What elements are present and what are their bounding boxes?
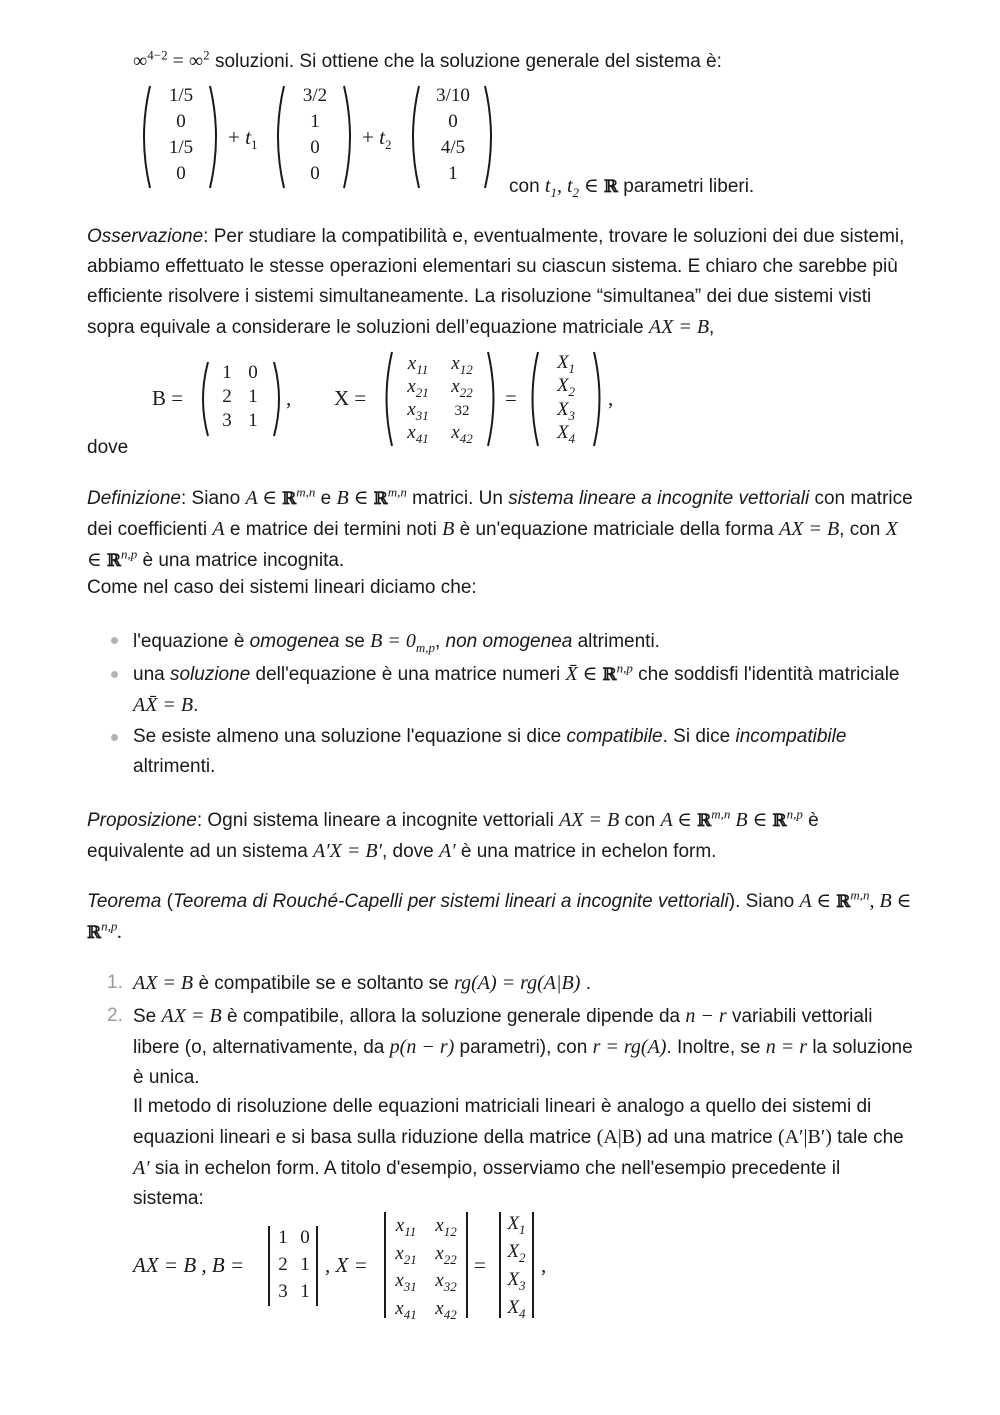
comma: , <box>541 1253 547 1277</box>
matrix-cell: 3 <box>222 410 232 431</box>
matrix-cell: $X_4$ <box>507 1297 526 1321</box>
matrix-cell: $x_{41}$ <box>395 1298 417 1322</box>
teorema-label: Teorema <box>87 891 162 912</box>
ax-b-lead: AX = B , B = <box>133 1253 245 1277</box>
solutions-count-text: soluzioni. Si ottiene che la soluzione generale del sistema è: <box>214 51 722 72</box>
matrix-cell: 1 <box>310 111 320 132</box>
bullet-marker <box>111 671 118 678</box>
b-equals-label: B = <box>152 386 184 410</box>
matrix-cell: 1 <box>248 410 258 431</box>
method-paragraph: Il metodo di risoluzione delle equazioni matriciali lineari è analogo a quello dei sistemi di equazioni lineari e si basa sulla riduzione della matrice (A|B) ad una matrice (A′|B′) tale che A′ sia in echelon form. A titolo d'esempio, osserviamo che nell'esempio precedente il sistema: <box>133 1096 904 1209</box>
proposizione-label: Proposizione <box>87 810 197 831</box>
dove-text: dove <box>87 437 129 458</box>
infinity-power-expression: ∞$^{4-2}$ = ∞$^2$ <box>133 47 210 72</box>
matrix-cell: 1 <box>448 163 458 184</box>
matrix-cell: 32 <box>454 403 470 419</box>
matrix-cell: 1 <box>248 386 258 407</box>
matrix-b <box>196 360 286 438</box>
matrix-cell: 1 <box>300 1254 310 1275</box>
matrix-bar <box>268 1226 270 1306</box>
matrix-cell: 1/5 <box>168 137 194 158</box>
matrix-cell: 1/5 <box>168 85 194 106</box>
x-equals-lead: , X = <box>325 1253 368 1277</box>
matrix-bar <box>316 1226 318 1306</box>
matrix-cell: $x_{11}$ <box>395 1215 417 1239</box>
bullet-marker <box>111 734 118 741</box>
matrix-cell: 0 <box>310 137 320 158</box>
teorema-paragraph: Teorema (Teorema di Rouché-Capelli per sistemi lineari a incognite vettoriali). Siano A ∈ ℝ$^{m,n}$, B ∈ ℝ$^{n,p}$. <box>87 887 912 943</box>
theorem-item-2: Se AX = B è compatibile, allora la soluzione generale dipende da n − r variabili vettoriali libere (o, alternativamente, da p(n − r) parametri), con r = rg(A). Inoltre, se n = r la soluzione è unica. <box>133 1005 913 1088</box>
osservazione-paragraph: Osservazione: Per studiare la compatibilità e, eventualmente, trovare le soluzioni dei due sistemi, abbiamo effettuato le stesse operazioni elementari su ciascun sistema. E chiaro che sarebbe più efficiente risolvere i sistemi simultaneamente. La risoluzione “simultanea” dei due sistemi visti sopra equivale a considerare le soluzioni dell’equazione matriciale AX = B, <box>87 226 905 338</box>
list-number: 1. <box>107 972 123 993</box>
matrix-cell: $x_{31}$ <box>407 399 429 423</box>
matrix-bar <box>532 1212 534 1318</box>
matrix-cell: $x_{21}$ <box>395 1243 417 1267</box>
equals-sign: = <box>474 1253 486 1277</box>
matrix-cell: $X_2$ <box>507 1241 526 1265</box>
x-equals-label: X = <box>334 386 367 410</box>
definizione-label: Definizione <box>87 488 181 509</box>
matrix-cell: 0 <box>310 163 320 184</box>
direction-vector-1 <box>270 84 360 190</box>
osservazione-label: Osservazione <box>87 226 204 247</box>
equals-sign: = <box>505 386 517 410</box>
matrix-cell: $X_3$ <box>556 399 576 423</box>
matrix-cell: 3/2 <box>302 85 328 106</box>
matrix-cell: $x_{42}$ <box>435 1298 457 1322</box>
free-parameters-note: con $t_1$, $t_2$ ∈ ℝ parametri liberi. <box>509 175 755 200</box>
bullet-item-soluzione: una soluzione dell'equazione è una matrice numeri X̄ ∈ ℝ$^{n,p}$ che soddisfi l'identità matriciale AX̄ = B. <box>133 660 900 716</box>
theorem-item-1: AX = B è compatibile se e soltanto se rg(A) = rg(A|B) . <box>133 972 591 994</box>
matrix-cell: $x_{32}$ <box>435 1270 457 1294</box>
matrix-cell: 0 <box>448 111 458 132</box>
matrix-cell: 3/10 <box>436 85 470 106</box>
matrix-cell: $x_{42}$ <box>451 422 473 446</box>
matrix-cell: 3 <box>278 1281 288 1302</box>
matrix-cell: $x_{22}$ <box>451 376 473 400</box>
matrix-bar <box>466 1212 468 1318</box>
solutions-count-line <box>133 46 913 77</box>
definizione-paragraph: Definizione: Siano A ∈ ℝ$^{m,n}$ e B ∈ ℝ$^{m,n}$ matrici. Un sistema lineare a incognite vettoriali con matrice dei coefficienti A e matrice dei termini noti B è un'equazione matriciale della forma AX = B, con X ∈ ℝ$^{n,p}$ è una matrice incognita. <box>87 484 913 571</box>
matrix-cell: $X_3$ <box>507 1269 526 1293</box>
matrix-cell: $x_{22}$ <box>435 1243 457 1267</box>
matrix-cell: 1 <box>300 1281 310 1302</box>
direction-vector-2 <box>405 84 500 190</box>
comma: , <box>286 386 292 410</box>
matrix-cell: 2 <box>222 386 232 407</box>
matrix-cell: $x_{11}$ <box>407 353 429 377</box>
matrix-cell: 4/5 <box>440 137 466 158</box>
matrix-cell: 2 <box>278 1254 288 1275</box>
bullet-marker <box>111 637 118 644</box>
proposizione-paragraph: Proposizione: Ogni sistema lineare a incognite vettoriali AX = B con A ∈ ℝ$^{m,n}$ B ∈ ℝ$^{n,p}$ è equivalente ad un sistema A′X = B′, dove A′ è una matrice in echelon form. <box>87 806 819 862</box>
plus-t2-term: + $t_2$ <box>362 125 392 153</box>
matrix-cell: 0 <box>176 163 186 184</box>
bullet-item-compatibile: Se esiste almeno una soluzione l'equazione si dice compatibile. Si dice incompatibile altrimenti. <box>133 726 847 777</box>
matrix-cell: 0 <box>248 362 258 383</box>
comma: , <box>608 386 614 410</box>
matrix-cell: 0 <box>176 111 186 132</box>
matrix-cell: $X_2$ <box>556 375 576 399</box>
matrix-cell: $x_{21}$ <box>407 376 429 400</box>
bullet-item-omogenea: l'equazione è omogenea se $B = 0_{m,p}$, non omogenea altrimenti. <box>133 630 660 655</box>
matrix-cell: $X_4$ <box>556 422 576 446</box>
matrix-cell: 1 <box>222 362 232 383</box>
matrix-cell: $x_{12}$ <box>435 1215 457 1239</box>
matrix-x-bars <box>382 1210 472 1320</box>
matrix-cell: $X_1$ <box>556 352 576 376</box>
matrix-cell: 1 <box>278 1227 288 1248</box>
list-number: 2. <box>107 1005 123 1026</box>
plus-t1-term: + $t_1$ <box>228 125 258 153</box>
matrix-cell: $x_{31}$ <box>395 1270 417 1294</box>
matrix-cell: 0 <box>300 1227 310 1248</box>
matrix-x-columns-bars <box>497 1210 537 1320</box>
matrix-cell: $X_1$ <box>507 1213 526 1237</box>
matrix-cell: $x_{41}$ <box>407 422 429 446</box>
matrix-b-bars <box>266 1224 320 1308</box>
particular-solution-vector <box>136 84 226 190</box>
matrix-cell: $x_{12}$ <box>451 353 473 377</box>
come-nel-caso-text: Come nel caso dei sistemi lineari diciamo che: <box>87 577 477 598</box>
